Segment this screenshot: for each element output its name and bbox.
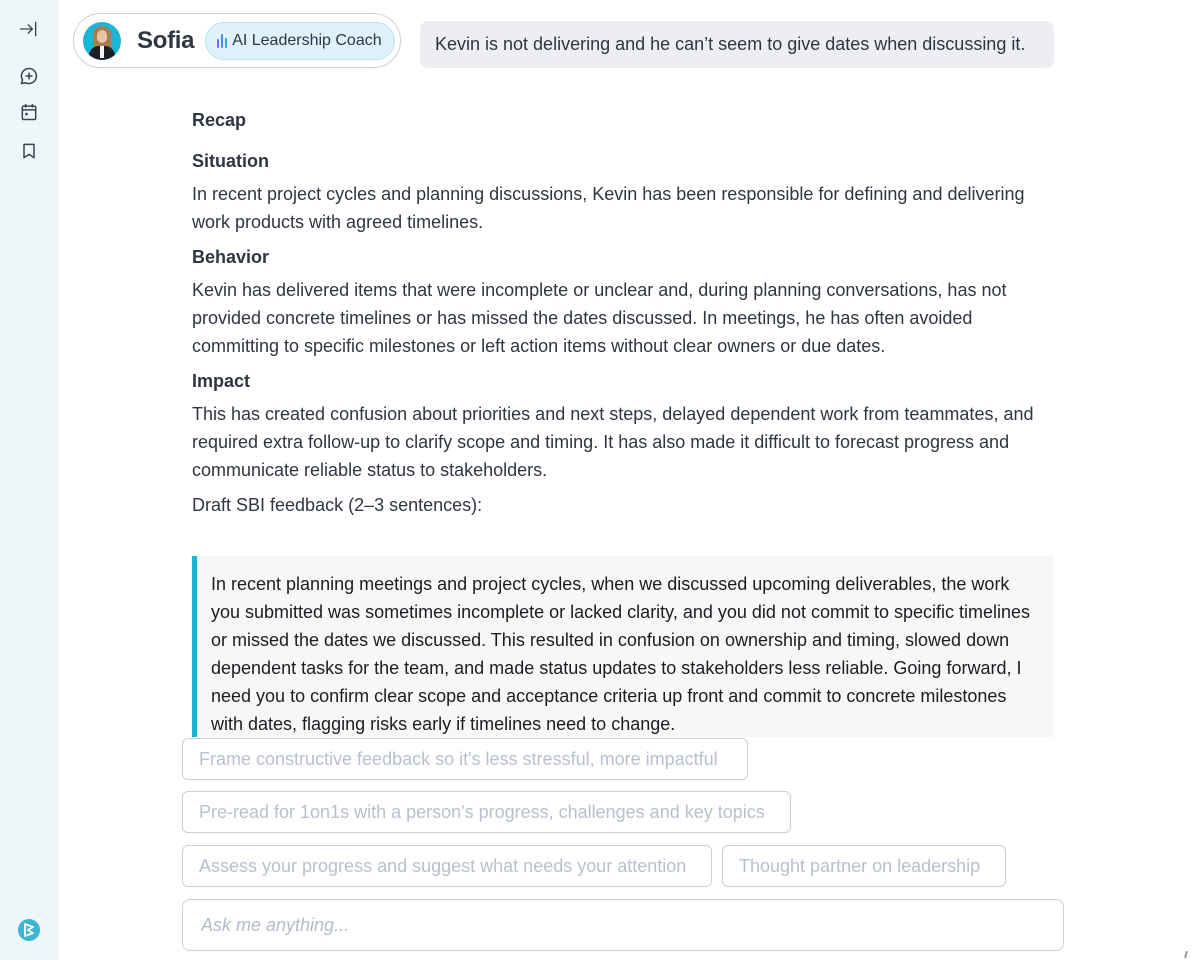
user-message-text: Kevin is not delivering and he can’t seem to give dates when discussing it. bbox=[435, 34, 1026, 54]
coach-role-label: AI Leadership Coach bbox=[232, 31, 382, 49]
recap-heading: Recap bbox=[192, 110, 247, 130]
bookmark-icon bbox=[19, 141, 39, 161]
coach-header[interactable] bbox=[73, 13, 401, 68]
situation-heading: Situation bbox=[192, 151, 269, 171]
brand-logo-icon bbox=[23, 923, 35, 937]
new-chat-button[interactable] bbox=[17, 64, 41, 88]
coach-name: Sofia bbox=[137, 26, 195, 54]
arrow-right-to-line-icon bbox=[19, 19, 39, 39]
bookmarks-button[interactable] bbox=[17, 139, 41, 163]
coach-avatar bbox=[83, 22, 121, 60]
ai-sparkle-icon bbox=[217, 34, 227, 48]
coach-role-badge bbox=[205, 22, 394, 60]
suggestion-chip-assess[interactable]: Assess your progress and suggest what needs your attention bbox=[182, 845, 712, 887]
suggestion-chip-thought-partner[interactable]: Thought partner on leadership bbox=[722, 845, 1006, 887]
suggestion-chip-feedback[interactable]: Frame constructive feedback so it's less stressful, more impactful bbox=[182, 738, 748, 780]
calendar-icon bbox=[19, 102, 39, 122]
chat-plus-icon bbox=[19, 66, 39, 86]
user-message-bubble bbox=[420, 21, 1054, 68]
ask-input[interactable] bbox=[183, 900, 1063, 950]
resize-handle bbox=[1184, 951, 1188, 958]
assistant-response bbox=[192, 108, 1054, 519]
chat-main bbox=[58, 0, 1201, 960]
calendar-button[interactable] bbox=[17, 100, 41, 124]
brand-logo[interactable] bbox=[18, 919, 40, 941]
impact-heading: Impact bbox=[192, 371, 251, 391]
composer bbox=[182, 899, 1064, 951]
behavior-body: Kevin has delivered items that were incomplete or unclear and, during planning conversations, has not provided concrete timelines or has missed the dates discussed. In meetings, he has often avoided committing to specific milestones or left action items without clear owners or due dates. bbox=[192, 280, 1007, 356]
suggestion-chip-preread[interactable]: Pre-read for 1on1s with a person's progress, challenges and key topics bbox=[182, 791, 791, 833]
behavior-heading: Behavior bbox=[192, 247, 270, 267]
impact-body: This has created confusion about priorities and next steps, delayed dependent work from teammates, and required extra follow-up to clarify scope and timing. It has also made it difficult to forecast progress and communicate reliable status to stakeholders. bbox=[192, 404, 1034, 480]
draft-label: Draft SBI feedback (2–3 sentences): bbox=[192, 495, 483, 515]
sidebar bbox=[0, 0, 58, 960]
draft-feedback-quote: In recent planning meetings and project cycles, when we discussed upcoming deliverables, the work you submitted was sometimes incomplete or lacked clarity, and you did not commit to specific timelines or missed the dates we discussed. This resulted in confusion on ownership and timing, slowed down dependent tasks for the team, and made status updates to stakeholders less reliable. Going forward, I need you to confirm clear scope and acceptance criteria up front and commit to concrete milestones with dates, flagging risks early if timelines need to change. bbox=[192, 556, 1054, 737]
collapse-sidebar-button[interactable] bbox=[17, 17, 41, 41]
situation-body: In recent project cycles and planning discussions, Kevin has been responsible for defining and delivering work products with agreed timelines. bbox=[192, 184, 1025, 232]
